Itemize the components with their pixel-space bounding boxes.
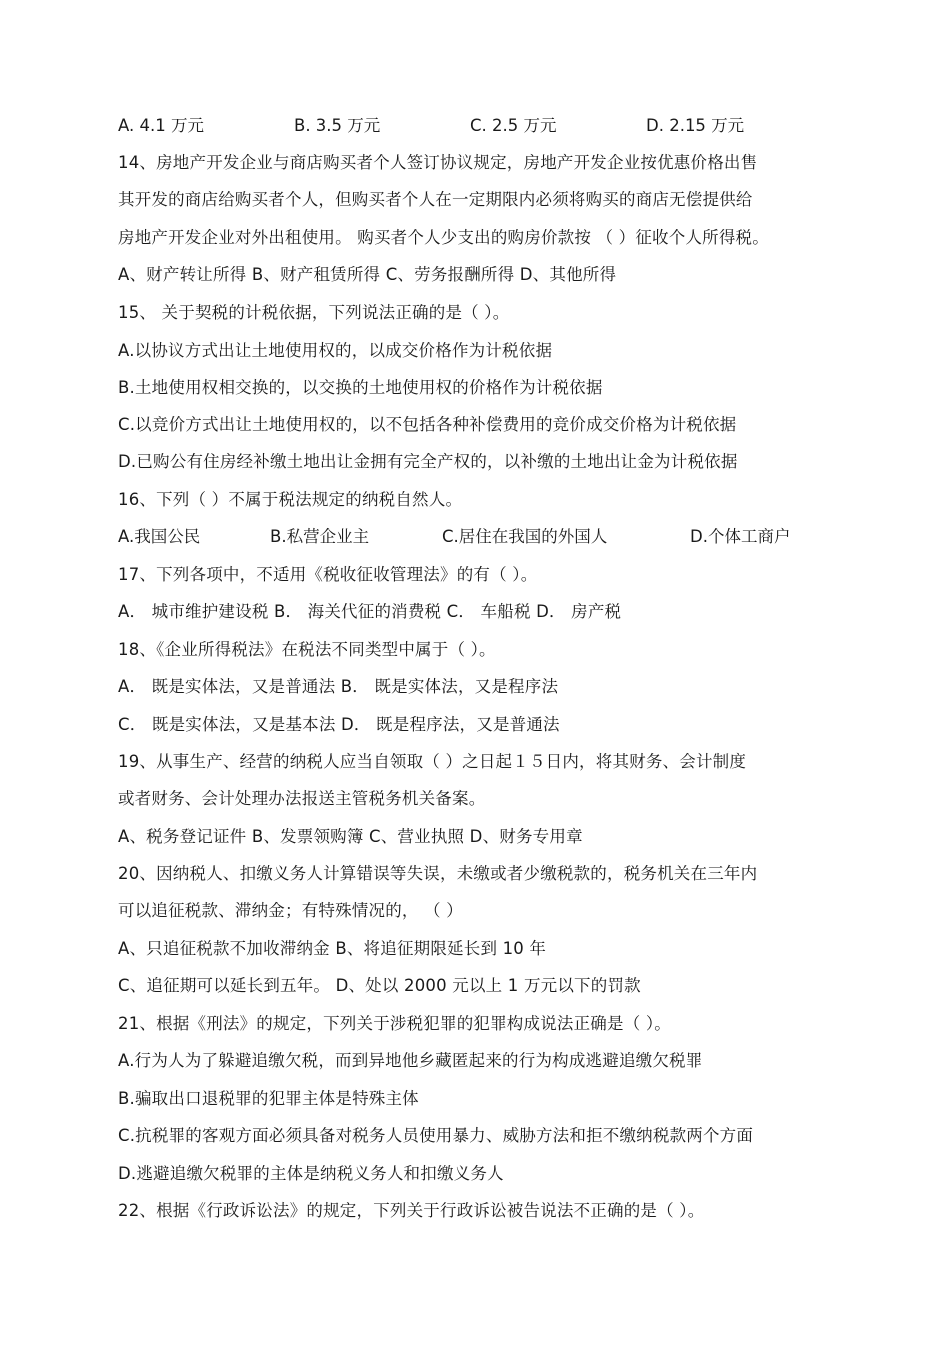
q16-option-a: A.我国公民: [118, 527, 201, 546]
q15-option-b: B.土地使用权相交换的，以交换的土地使用权的价格作为计税依据: [118, 378, 603, 397]
q17-stem: 17、下列各项中，不适用《税收征收管理法》的有（ ）。: [118, 565, 538, 584]
q13-option-a: A. 4.1 万元: [118, 116, 204, 135]
q15-option-d: D.已购公有住房经补缴土地出让金拥有完全产权的，以补缴的土地出让金为计税依据: [118, 452, 738, 471]
q19-stem-line1: 19、从事生产、经营的纳税人应当自领取（ ）之日起１５日内，将其财务、会计制度: [118, 752, 747, 771]
q14-stem-line3: 房地产开发企业对外出租使用。 购买者个人少支出的购房价款按 （ ）征收个人所得税。: [118, 228, 769, 247]
q19-stem-line2: 或者财务、会计处理办法报送主管税务机关备案。: [118, 789, 486, 808]
q19-options: A、税务登记证件 B、发票领购簿 C、营业执照 D、财务专用章: [118, 827, 583, 846]
q13-option-d: D. 2.15 万元: [646, 116, 745, 135]
q18-options-cd: C． 既是实体法，又是基本法 D． 既是程序法，又是普通法: [118, 715, 560, 734]
q21-stem: 21、根据《刑法》的规定，下列关于涉税犯罪的犯罪构成说法正确是（ ）。: [118, 1014, 671, 1033]
q20-stem-line2: 可以追征税款、滞纳金；有特殊情况的， （ ）: [118, 901, 463, 920]
q16-option-c: C.居住在我国的外国人: [442, 527, 608, 546]
q18-options-ab: A． 既是实体法，又是普通法 B． 既是实体法，又是程序法: [118, 677, 559, 696]
q18-stem: 18、《企业所得税法》在税法不同类型中属于（ ）。: [118, 640, 496, 659]
q21-option-d: D.逃避追缴欠税罪的主体是纳税义务人和扣缴义务人: [118, 1164, 504, 1183]
q16-stem: 16、下列（ ）不属于税法规定的纳税自然人。: [118, 490, 463, 509]
q20-options-ab: A、只追征税款不加收滞纳金 B、将追征期限延长到 10 年: [118, 939, 547, 958]
q14-options: A、财产转让所得 B、财产租赁所得 C、劳务报酬所得 D、其他所得: [118, 265, 617, 284]
q16-option-d: D.个体工商户: [690, 527, 791, 546]
q14-stem-line2: 其开发的商店给购买者个人，但购买者个人在一定期限内必须将购买的商店无偿提供给: [118, 190, 753, 209]
q20-options-cd: C、追征期可以延长到五年。 D、处以 2000 元以上 1 万元以下的罚款: [118, 976, 641, 995]
q21-option-c: C.抗税罪的客观方面必须具备对税务人员使用暴力、威胁方法和拒不缴纳税款两个方面: [118, 1126, 754, 1145]
q13-option-b: B. 3.5 万元: [294, 116, 381, 135]
q15-option-c: C.以竞价方式出让土地使用权的，以不包括各种补偿费用的竞价成交价格为计税依据: [118, 415, 737, 434]
q22-stem: 22、根据《行政诉讼法》的规定，下列关于行政诉讼被告说法不正确的是（ ）。: [118, 1201, 705, 1220]
q13-option-c: C. 2.5 万元: [470, 116, 557, 135]
q16-option-b: B.私营企业主: [270, 527, 370, 546]
q20-stem-line1: 20、因纳税人、扣缴义务人计算错误等失误，未缴或者少缴税款的，税务机关在三年内: [118, 864, 758, 883]
q14-stem-line1: 14、房地产开发企业与商店购买者个人签订协议规定，房地产开发企业按优惠价格出售: [118, 153, 758, 172]
q21-option-a: A.行为人为了躲避追缴欠税，而到异地他乡藏匿起来的行为构成逃避追缴欠税罪: [118, 1051, 703, 1070]
q15-stem: 15、 关于契税的计税依据，下列说法正确的是（ ）。: [118, 303, 510, 322]
q15-option-a: A.以协议方式出让土地使用权的，以成交价格作为计税依据: [118, 341, 553, 360]
q17-options: A． 城市维护建设税 B． 海关代征的消费税 C． 车船税 D． 房产税: [118, 602, 622, 621]
q21-option-b: B.骗取出口退税罪的犯罪主体是特殊主体: [118, 1089, 419, 1108]
